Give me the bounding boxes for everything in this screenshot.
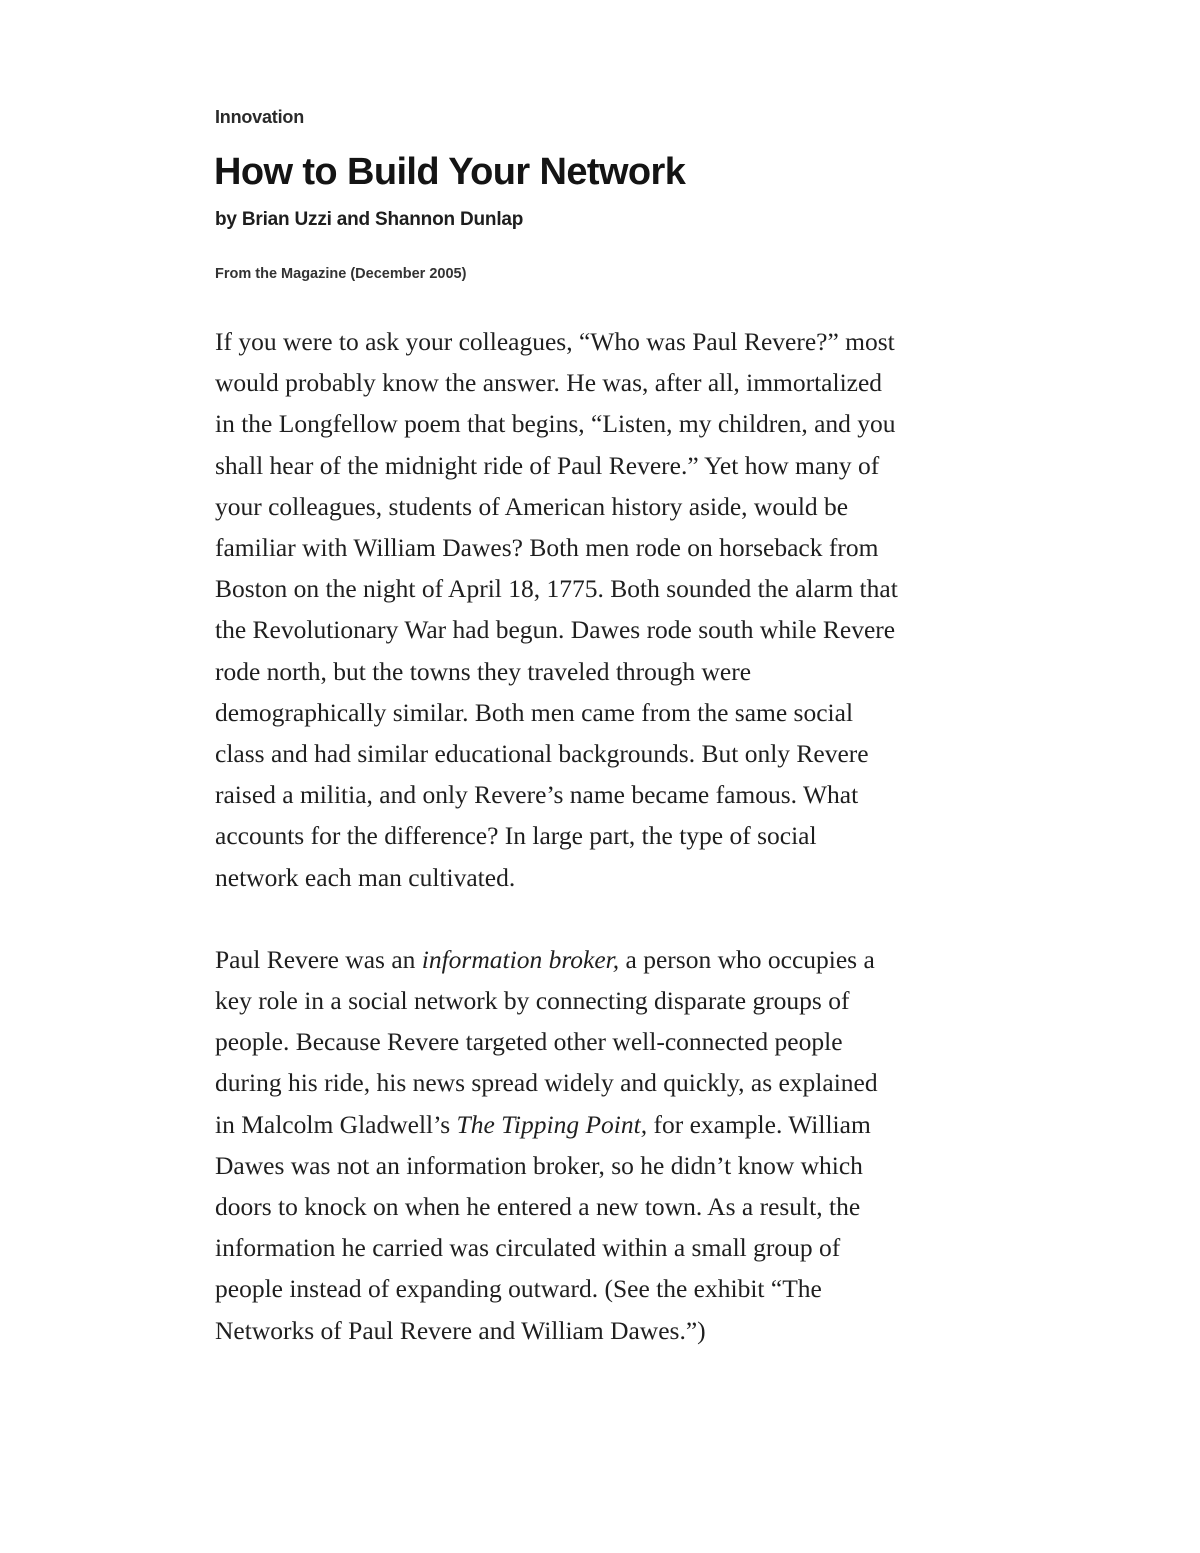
topic-label[interactable]: Innovation [215, 107, 304, 127]
text-run: for example. William [647, 1109, 871, 1139]
text-run: Paul Revere was an [215, 944, 422, 974]
paragraph-line: people. Because Revere targeted other well-connected people [215, 1027, 843, 1057]
paragraph-line: raised a militia, and only Revere’s name became famous. What [215, 780, 859, 810]
paragraph-2 [215, 939, 1005, 1351]
paragraph-line: Dawes was not an information broker, so he didn’t know which [215, 1150, 863, 1180]
paragraph-line: would probably know the answer. He was, after all, immortalized [215, 368, 883, 398]
paragraph-line: your colleagues, students of American history aside, would be [215, 491, 849, 521]
paragraph-line: network each man cultivated. [215, 862, 516, 892]
paragraph-1 [215, 321, 1005, 898]
text-run: in Malcolm Gladwell’s [215, 1109, 457, 1139]
paragraph-line: Boston on the night of April 18, 1775. Both sounded the alarm that [215, 574, 898, 604]
paragraph-line [215, 1104, 1005, 1145]
text-run: a person who occupies a [619, 944, 875, 974]
article-title: How to Build Your Network [214, 151, 686, 193]
italic-term: information broker, [421, 944, 620, 974]
paragraph-line: key role in a social network by connecting disparate groups of [215, 986, 850, 1016]
paragraph-line: the Revolutionary War had begun. Dawes rode south while Revere [215, 615, 896, 645]
paragraph-line: familiar with William Dawes? Both men rode on horseback from [215, 533, 879, 563]
paragraph-line: demographically similar. Both men came from the same social [215, 697, 854, 727]
article-byline: by Brian Uzzi and Shannon Dunlap [215, 209, 524, 230]
paragraph-line: in the Longfellow poem that begins, “Listen, my children, and you [215, 409, 896, 439]
paragraph-line: rode north, but the towns they traveled through were [215, 656, 752, 686]
book-title: The Tipping Point, [456, 1109, 648, 1139]
paragraph-line: people instead of expanding outward. (See the exhibit “The [215, 1274, 822, 1304]
paragraph-line: Networks of Paul Revere and William Dawes.”) [215, 1315, 706, 1345]
paragraph-line: shall hear of the midnight ride of Paul Revere.” Yet how many of [215, 450, 880, 480]
paragraph-line: If you were to ask your colleagues, “Who was Paul Revere?” most [215, 327, 895, 356]
paragraph-line: accounts for the difference? In large part, the type of social [215, 821, 817, 851]
paragraph-line: during his ride, his news spread widely and quickly, as explained [215, 1068, 878, 1098]
article-source: From the Magazine (December 2005) [215, 266, 467, 282]
paragraph-line: doors to knock on when he entered a new town. As a result, the [215, 1192, 861, 1222]
article-body [215, 321, 1005, 1351]
paragraph-line: information he carried was circulated within a small group of [215, 1233, 841, 1263]
paragraph-line [215, 939, 1005, 980]
paragraph-line: class and had similar educational backgrounds. But only Revere [215, 739, 869, 769]
